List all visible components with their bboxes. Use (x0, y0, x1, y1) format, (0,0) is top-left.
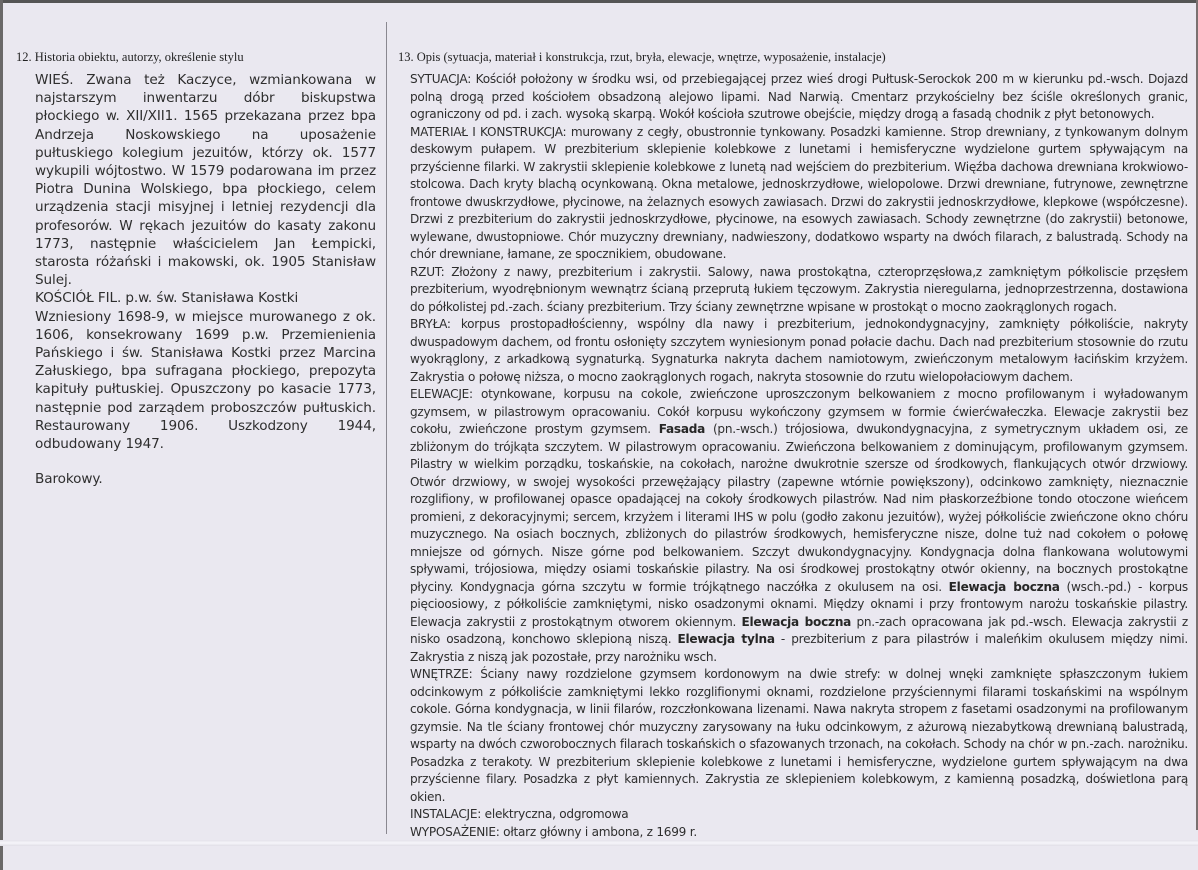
side-elevation-label: Elewacja boczna (948, 579, 1060, 594)
page-left-edge (0, 0, 3, 870)
side-elevation-2-text: pn.-zach opracowana jak pd.-wsch. Elewacja zakrystii z nisko osadzoną, konchowo sklepioną niszą. (410, 614, 1188, 646)
rear-elevation-text: - prezbiterium z para pilastrów i maleńkim okulusem między nimi. Zakrystia z niszą jak pozostałe, przy narożniku wsch. (410, 632, 1188, 664)
situation-paragraph: SYTUACJA: Kościół położony w środku wsi, od przebiegającej przez wieś drogi Pułtusk-Serockok 200 m w kierunku pd.-wsch. Dojazd polną drogą przed kościołem obsadzoną alejowo lipami. Nad Narwią. Cmentarz przykościelny bez ściśle określonych granic, ograniczony od pd. i zach. wysoką skarpą. Wokół kościoła szutrowe obejście, między drogą a fasadą chodnik z płyt betonowych. (410, 72, 1188, 121)
installations-line: INSTALACJE: elektryczna, odgromowa (410, 807, 629, 821)
section-history-body (35, 71, 376, 488)
furnishings-line: WYPOSAŻENIE: ołtarz główny i ambona, z 1699 r. (410, 824, 697, 839)
side-elevation-2-label: Elewacja boczna (741, 614, 852, 629)
section-history (16, 50, 376, 488)
side-elevation-text: (wsch.-pd.) - korpus pięcioosiowy, z półkoliście zamkniętymi, nisko osadzonymi oknami. Między oknami i przy frontowym narożu toskańskie pilastry. Elewacja zakrystii z prostokątnym otworem okiennym. (410, 579, 1188, 629)
elevations-paragraph (410, 386, 1188, 666)
section-description (398, 50, 1188, 841)
massing-paragraph: BRYŁA: korpus prostopadłościenny, wspólny dla nawy i prezbiterium, jednokondygnacyjny, zamknięty półkoliście, nakryty dwuspadowym dachem, od frontu osłonięty szczytem wyniesionym ponad połacie dachu. Dach nad prezbiterium stosownie do rzutu wyokrąglony, z arkadkową sygnaturką. Sygnaturka nakryta dachem namiotowym, zwieńczonym metalowym łacińskim krzyżem. Zakrystia o połowę niższa, o mocno zaokrąglonych rogach, nakryta stosownie do rzutu wielopołaciowym dachem. (410, 317, 1188, 384)
facade-label: Fasada (658, 422, 706, 436)
facade-text: (pn.-wsch.) trójosiowa, dwukondygnacyjna, z symetrycznym układem osi, ze zbliżonym do trójkąta szczytem. W pilastrowym opracowaniu. Zwieńczona belkowaniem z dominującym, profilowanym gzymsem. Pilastry w wielkim porządku, toskańskie, na cokołach, narożne dwukrotnie szersze od środkowych, flankujących otwór drzwiowy. Otwór drzwiowy, w swojej wysokości przewężający pilastry (zapewne wtórnie powiększony), odcinkowo zamknięty, nieznacznie rozglifiony, w profilowanej opasce opadającej na cokoły środkowych pilastrów. Nad nim płaskorzeźbione tondo otoczone wieńcem promieni, z dekoracyjnymi; sercem, krzyżem i literami IHS w polu (godło zakonu jezuitów), wyżej półkoliście zwieńczone okno chóru muzycznego. Na osiach bocznych, zbliżonych do pilastrów środkowych, hemisferyczne nisze, dolne tuż nad cokołem o połowę mniejsze od górnych. Nisze górne pod belkowaniem. Szczyt dwukondygnacyjny. Kondygnacja dolna flankowana wolutowymi spływami, trójosiowa, między osiami toskańskie pilastry. Na osi środkowej prostokątny otwór okienny, na bocznych prostokątne płyciny. Kondygnacja górna szczytu w formie trójkątnego naczółka z okulusem na osi. (410, 422, 1188, 594)
plan-paragraph: RZUT: Złożony z nawy, prezbiterium i zakrystii. Salowy, nawa prostokątna, czteroprzęsłowa,z zamkniętym półkoliscie przęsłem prezbiterium, wyodrębnionym wewnątrz ścianą przeprutą łukiem tęczowym. Zakrystia nieregularna, jednoprzestrzenna, dostawiona do półkolistej pd.-zach. ściany prezbiterium. Trzy ściany zewnętrzne wpisane w prostokąt o mocno zaokrąglonych rogach. (410, 264, 1188, 314)
section-description-body (410, 71, 1188, 841)
section-description-heading: 13. Opis (sytuacja, materiał i konstrukcja, rzut, bryła, elewacje, wnętrze, wyposażenie, instalacje) (398, 50, 886, 64)
church-history-paragraph: Wzniesiony 1698-9, w miejsce murowanego z ok. 1606, konsekrowany 1699 p.w. Przemienienia Pańskiego i św. Stanisława Kostki przez Marcina Załuskiego, bpa sufragana płockiego, prepozyta kapituły pułtuskiej. Opuszczony po kasacie 1773, następnie pod zarządem proboszczów pułtuskich. Restaurowany 1906. Uszkodzony 1944, odbudowany 1947. (35, 308, 376, 453)
section-history-heading: 12. Historia obiektu, autorzy, określenie stylu (16, 50, 244, 64)
village-history-paragraph: WIEŚ. Zwana też Kaczyce, wzmiankowana w najstarszym inwentarzu dóbr biskupstwa płockiego w. XII/XII1. 1565 przekazana przez bpa Andrzeja Noskowskiego na uposażenie pułtuskiego kolegium jezuitów, którzy ok. 1577 wykupili wójtostwo. W 1579 podarowana im przez Piotra Dunina Wolskiego, bpa płockiego, celem urządzenia stacji misyjnej i letniej rezydencji dla profesorów. W rękach jezuitów do kasaty zakonu 1773, następnie właścicielem Jan Łempicki, starosta różański i makowski, ok. 1905 Stanisław Sulej. (35, 72, 376, 289)
column-divider (386, 22, 387, 834)
page-top-edge (0, 0, 1198, 3)
material-paragraph: MATERIAŁ I KONSTRUKCJA: murowany z cegły, obustronnie tynkowany. Posadzki kamienne. Strop drewniany, z tynkowanym dolnym deskowym pułapem. W prezbiterium sklepienie kolebkowe z lunetami i hemisferyczne wydzielone gurtem spływającym na przyścienne filarki. W zakrystii sklepienie kolebkowe z lunetą nad wejściem do prezbiterium. Więźba dachowa drewniana krokwiowo-stolcowa. Dach kryty blachą ocynkowaną. Okna metalowe, jednoskrzydłowe, wielopolowe. Drzwi drewniane, futrynowe, zewnętrzne frontowe dwuskrzydłowe, płycinowe, na żelaznych esowych zawiasach. Drzwi do zakrystii jednoskrzydłowe, klepkowe (współczesne). Drzwi z prezbiterium do zakrystii jednoskrzydłowe, płycinowe, na esowych zawiasach. Schody zewnętrzne (do zakrystii) betonowe, wylewane, dwustopniowe. Chór muzyczny drewniany, nadwieszony, dodatkowo wsparty na dwóch filarach, z balustradą. Schody na chór drewniane, łamane, ze spocznikiem, obudowane. (410, 124, 1188, 261)
elevations-intro: ELEWACJE: otynkowane, korpusu na cokole, zwieńczone uproszczonym belkowaniem z mocno profilowanym i wyładowanym gzymsem, w pilastrowym opracowaniu. Cokół korpusu wykończony gzymsem w formie ćwierćwałeczka. Elewacje zakrystii bez cokołu, zwieńczone prostym gzymsem. (410, 387, 1188, 436)
interior-paragraph: WNĘTRZE: Ściany nawy rozdzielone gzymsem kordonowym na dwie strefy: w dolnej wnęki zamknięte spłaszczonym łukiem odcinkowym z półkoliście zamkniętymi lekko rozglifionymi oknami, rozdzielone przyściennymi filarami toskańskimi na wspólnym cokole. Górna kondygnacja, w linii filarów, rozczłonkowana lizenami. Nawa nakryta stropem z fasetami osadzonymi na profilowanym gzymsie. Na tle ściany frontowej chór muzyczny zarysowany na łuku odcinkowym, z ażurową niezabytkową drewnianą balustradą, wsparty na dwóch czworobocznych filarach toskańskich o sfazowanych trzonach, na cokołach. Schody na chór w pn.-zach. narożniku. Posadzka z terakoty. W prezbiterium sklepienie kolebkowe z lunetami i hemisferyczne, wydzielone gurtem spływającym na dwa przyścienne filary. Posadzka z płyt kamiennych. Zakrystia ze sklepieniem kolebkowym, z kamienną posadzką, doświetlona parą okien. (410, 667, 1188, 804)
church-title: KOŚCIÓŁ FIL. p.w. św. Stanisława Kostki (35, 290, 299, 307)
style-label: Barokowy. (35, 471, 103, 488)
rear-elevation-label: Elewacja tylna (677, 632, 775, 646)
